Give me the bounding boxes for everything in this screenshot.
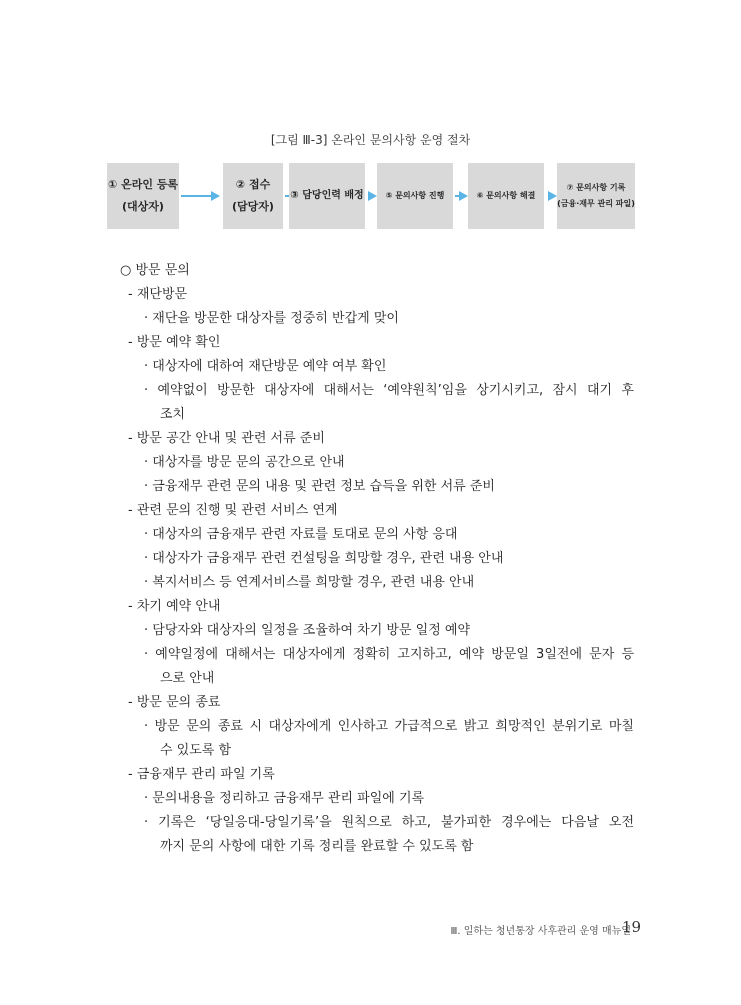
list-item-continued: 으로 안내 xyxy=(160,671,215,686)
list-item-heading: - 방문 공간 안내 및 관련 서류 준비 xyxy=(128,431,325,446)
list-item-continued: 까지 문의 사항에 대한 기록 정리를 완료할 수 있도록 함 xyxy=(160,839,474,854)
list-item: · 방문 문의 종료 시 대상자에게 인사하고 가급적으로 밝고 희망적인 분위기로 마칠 xyxy=(144,719,634,734)
list-item-continued: 조치 xyxy=(160,407,186,422)
footer-title: Ⅲ. 일하는 청년통장 사후관리 운영 매뉴얼 xyxy=(450,926,631,937)
flow-step-5-title: ⑤ 문의사항 진행 xyxy=(385,191,445,200)
list-item-heading: - 재단방문 xyxy=(128,287,188,302)
list-item-heading: - 금융재무 관리 파일 기록 xyxy=(128,767,275,782)
page-number: 19 xyxy=(622,918,642,936)
list-item: · 복지서비스 등 연계서비스를 희망할 경우, 관련 내용 안내 xyxy=(144,575,475,590)
flow-step-7-title: ⑦ 문의사항 기록 xyxy=(566,183,626,192)
list-item: · 예약일정에 대해서는 대상자에게 정확히 고지하고, 예약 방문일 3일전에 문자 등 xyxy=(144,647,634,662)
flow-step-3-title: ③ 담당인력 배정 xyxy=(290,190,364,201)
process-flowchart xyxy=(107,163,635,229)
arrow-right-icon xyxy=(181,190,221,202)
list-item-continued: 수 있도록 함 xyxy=(160,743,232,758)
list-item: · 대상자를 방문 문의 공간으로 안내 xyxy=(144,455,345,470)
list-item-heading: - 관련 문의 진행 및 관련 서비스 연계 xyxy=(128,503,338,518)
section-heading: ○ 방문 문의 xyxy=(120,263,190,278)
list-item-heading: - 방문 예약 확인 xyxy=(128,335,221,350)
list-item: · 대상자가 금융재무 관련 컨설팅을 희망할 경우, 관련 내용 안내 xyxy=(144,551,504,566)
figure-caption: [그림 Ⅲ-3] 온라인 문의사항 운영 절차 xyxy=(270,133,471,147)
flow-step-7-sub: (금융·재무 관리 파일) xyxy=(557,199,635,208)
list-item-heading: - 차기 예약 안내 xyxy=(128,599,221,614)
flow-step-6-title: ⑥ 문의사항 해결 xyxy=(476,191,536,200)
flow-step-6 xyxy=(468,163,544,229)
flow-step-2 xyxy=(223,163,283,229)
flow-step-7 xyxy=(557,163,635,229)
list-item: · 예약없이 방문한 대상자에 대해서는 ‘예약원칙’임을 상기시키고, 잠시 대기 후 xyxy=(144,383,634,398)
flow-step-5 xyxy=(377,163,453,229)
flow-step-3 xyxy=(289,163,365,229)
list-item: · 대상자에 대하여 재단방문 예약 여부 확인 xyxy=(144,359,387,374)
flow-step-2-sub: (담당자) xyxy=(232,200,274,213)
arrow-right-icon xyxy=(455,190,469,202)
flow-step-2-title: ② 접수 xyxy=(235,178,271,191)
flow-step-1-sub: (대상자) xyxy=(122,200,164,213)
list-item: · 재단을 방문한 대상자를 정중히 반갑게 맞이 xyxy=(144,311,399,326)
list-item: · 금융재무 관련 문의 내용 및 관련 정보 습득을 위한 서류 준비 xyxy=(144,479,495,494)
list-item-heading: - 방문 문의 종료 xyxy=(128,695,221,710)
list-item: · 문의내용을 정리하고 금융재무 관리 파일에 기록 xyxy=(144,791,425,806)
list-item: · 기록은 ‘당일응대-당일기록’을 원칙으로 하고, 불가피한 경우에는 다음날 오전 xyxy=(144,815,634,830)
flow-step-1-title: ① 온라인 등록 xyxy=(107,178,179,191)
flow-step-1 xyxy=(107,163,179,229)
list-item: · 대상자의 금융재무 관련 자료를 토대로 문의 사항 응대 xyxy=(144,527,458,542)
list-item: · 담당자와 대상자의 일정을 조율하여 차기 방문 일정 예약 xyxy=(144,623,471,638)
